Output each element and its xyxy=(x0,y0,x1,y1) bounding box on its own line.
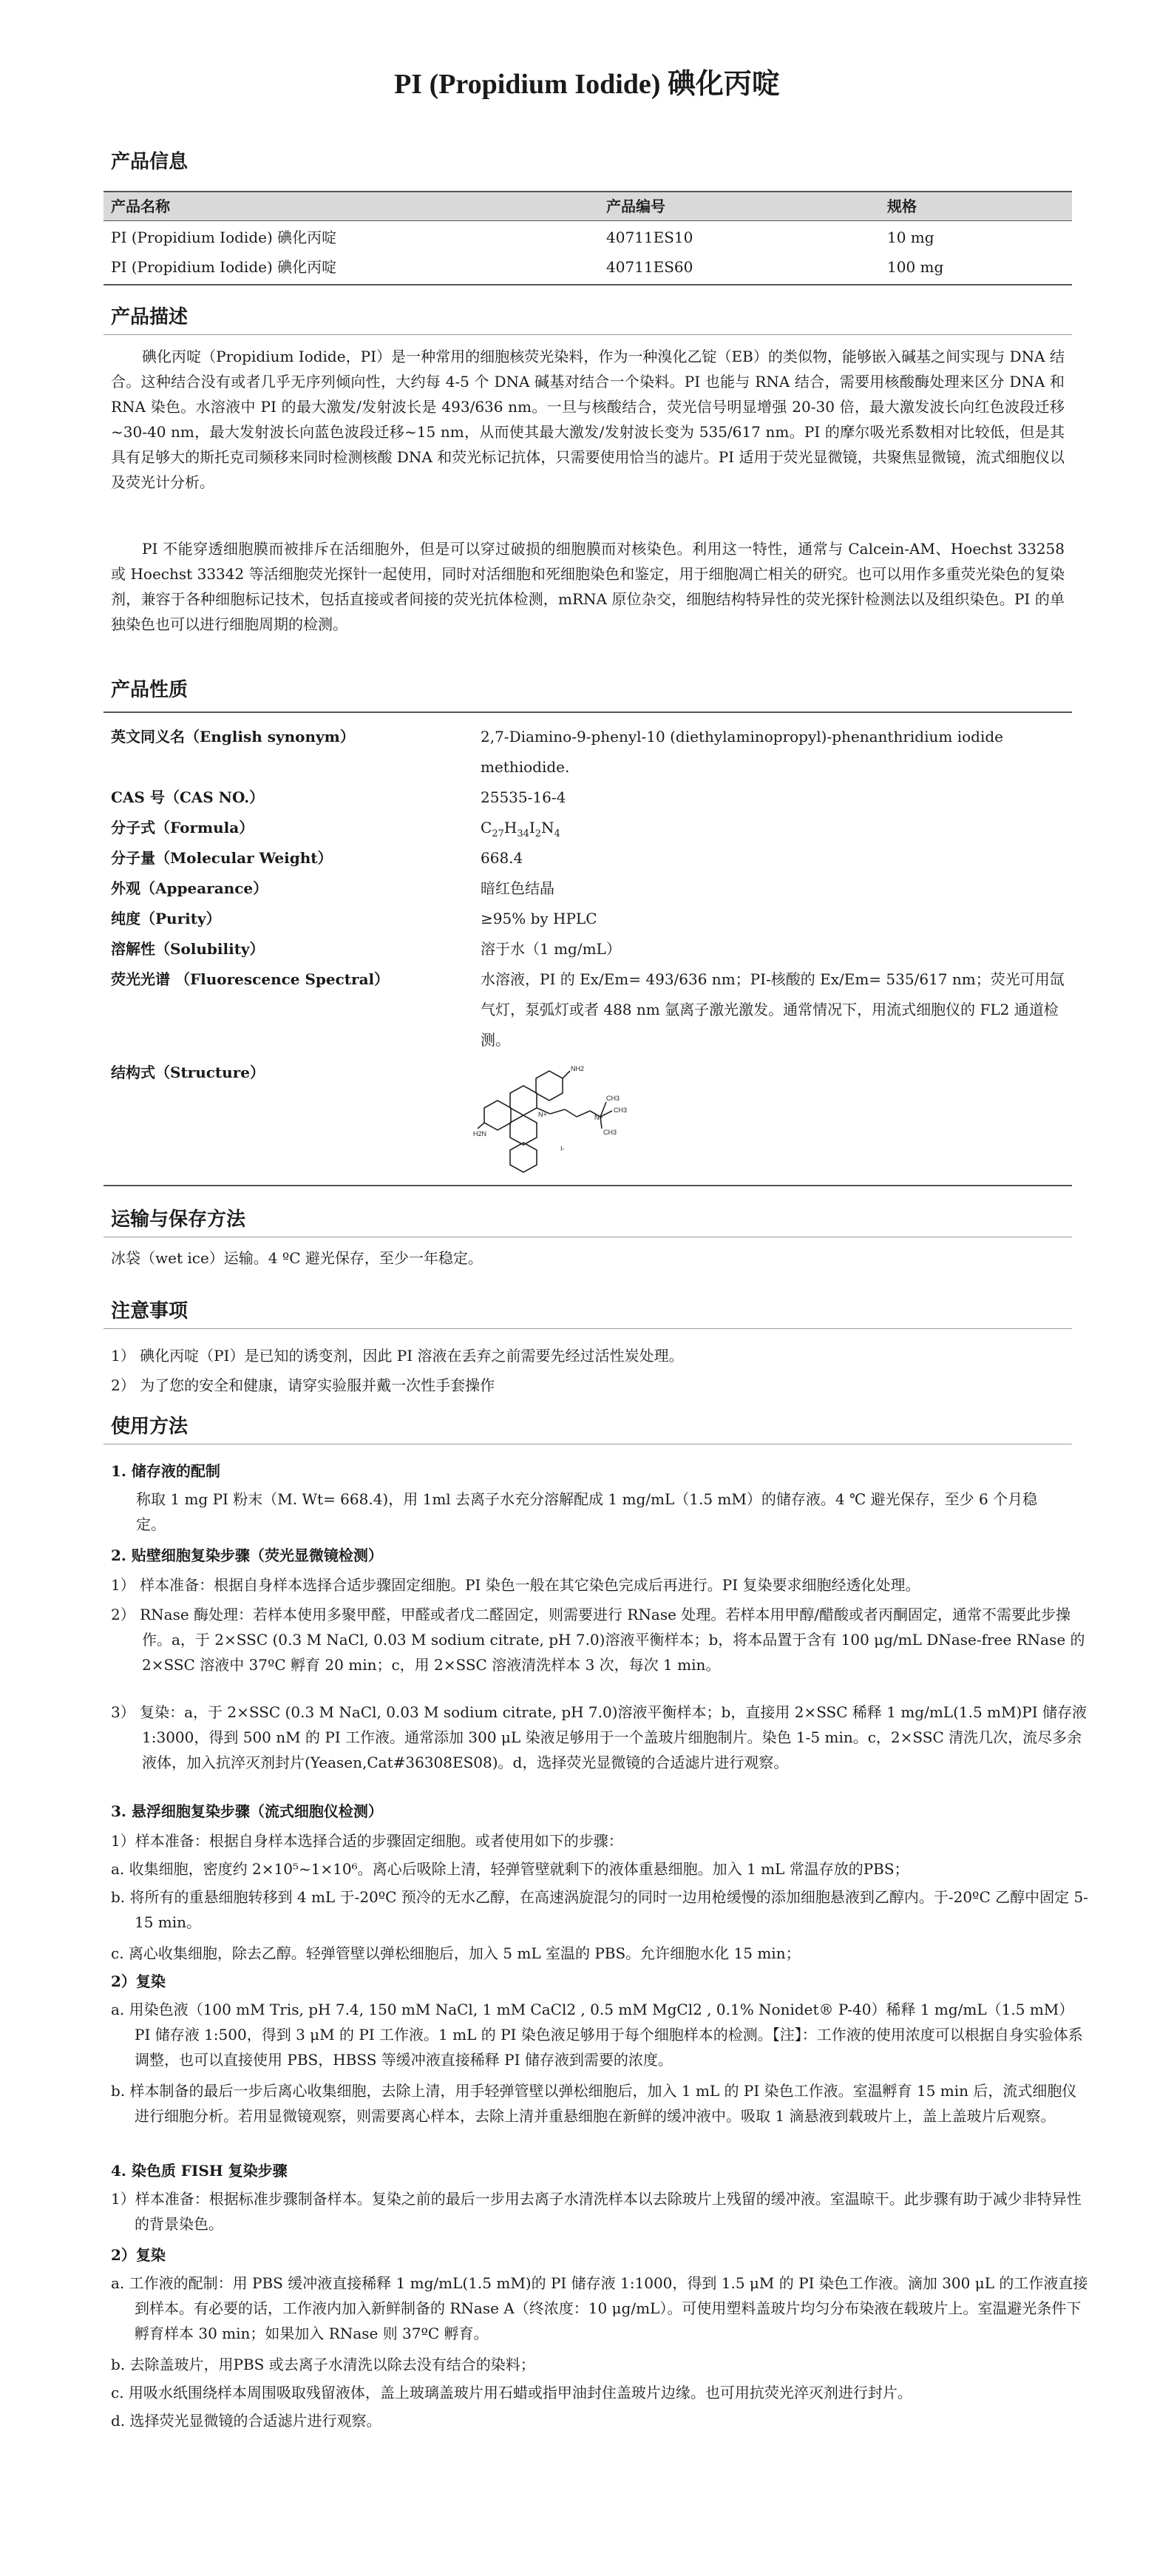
property-value-formula: $C_{27}H_{34}I_2N_4$ xyxy=(481,819,560,839)
property-row xyxy=(111,722,1072,782)
cell-code: 40711ES10 xyxy=(606,229,693,246)
col-product-name: 产品名称 xyxy=(111,197,170,215)
property-key: 结构式（Structure） xyxy=(111,1064,265,1081)
col-spec: 规格 xyxy=(887,197,917,215)
property-value: 暗红色结晶 xyxy=(481,879,554,897)
ch3-label-3: CH3 xyxy=(603,1129,617,1136)
section-divider xyxy=(104,1328,1072,1329)
property-key: 英文同义名（English synonym） xyxy=(111,728,355,746)
property-value: 668.4 xyxy=(481,849,523,867)
step-2-item-1: 1） 样本准备：根据自身样本选择合适步骤固定细胞。PI 染色一般在其它染色完成后再进行。PI 复染要求细胞经透化处理。 xyxy=(111,1576,920,1594)
n-plus-label: N+ xyxy=(538,1111,547,1118)
note-item-2: 2） 为了您的安全和健康，请穿实验服并戴一次性手套操作 xyxy=(111,1376,495,1394)
step-1-text: 称取 1 mg PI 粉末（M. Wt= 668.4)，用 1ml 去离子水充分溶解配成 1 mg/mL（1.5 mM）的储存液。4 ℃ 避光保存，至少 6 个月稳定。 xyxy=(136,1490,1038,1533)
step-3-item-1: 1）样本准备：根据自身样本选择合适的步骤固定细胞。或者使用如下的步骤： xyxy=(111,1832,623,1850)
step-1-title: 1. 储存液的配制 xyxy=(111,1462,220,1480)
usage-heading: 使用方法 xyxy=(111,1416,189,1438)
properties-top-rule xyxy=(104,711,1072,713)
property-key: 分子式（Formula） xyxy=(111,819,254,836)
table-header-rule xyxy=(104,220,1072,221)
notes-heading: 注意事项 xyxy=(111,1300,189,1322)
step-4-item-a: a. 工作液的配制：用 PBS 缓冲液直接稀释 1 mg/mL(1.5 mM)的 PI 储存液 1:1000，得到 1.5 μM 的 PI 染色工作液。滴加 300 μL 的工作液直接到样本。有必要的话，工作液内加入新鲜制备的 RNase A（终浓度：10 μg/mL）。可使用塑料盖玻片均匀分布染液在载玻片上。室温避光条件下孵育样本 30 min；如果加入 RNase 则 37ºC 孵育。 xyxy=(111,2274,1088,2342)
step-2-title: 2. 贴壁细胞复染步骤（荧光显微镜检测） xyxy=(111,1546,383,1564)
step-4-item-c: c. 用吸水纸围绕样本周围吸取残留液体，盖上玻璃盖玻片用石蜡或指甲油封住盖玻片边缘。也可用抗荧光淬灭剂进行封片。 xyxy=(111,2384,912,2401)
n-plus-2-label: N+ xyxy=(594,1114,603,1121)
note-item-1: 1） 碘化丙啶（PI）是已知的诱变剂，因此 PI 溶液在丢弃之前需要先经过活性炭处理。 xyxy=(111,1347,684,1365)
property-key: 外观（Appearance） xyxy=(111,879,268,897)
product-info-heading: 产品信息 xyxy=(111,151,189,173)
property-key: 纯度（Purity） xyxy=(111,910,221,927)
property-value: ≥95% by HPLC xyxy=(481,910,597,927)
table-bottom-rule xyxy=(104,284,1072,285)
ch3-label-2: CH3 xyxy=(614,1106,628,1114)
storage-text: 冰袋（wet ice）运输。4 ºC 避光保存，至少一年稳定。 xyxy=(111,1249,483,1267)
description-heading: 产品描述 xyxy=(111,306,189,328)
cell-name: PI (Propidium Iodide) 碘化丙啶 xyxy=(111,229,337,246)
step-3-item-a: a. 收集细胞，密度约 2×10⁵~1×10⁶。离心后吸除上清，轻弹管壁就剩下的液体重悬细胞。加入 1 mL 常温存放的PBS； xyxy=(111,1860,909,1878)
property-value: 水溶液，PI 的 Ex/Em= 493/636 nm；PI-核酸的 Ex/Em= 535/617 nm；荧光可用氙气灯，泵弧灯或者 488 nm 氩离子激光激发。通常情况下，用流式细胞仪的 FL2 通道检测。 xyxy=(481,970,1065,1049)
property-value: 25535-16-4 xyxy=(481,788,566,806)
step-2-item-2: 2） RNase 酶处理：若样本使用多聚甲醛，甲醛或者戊二醛固定，则需要进行 RNase 处理。若样本用甲醇/醋酸或者丙酮固定，通常不需要此步操作。a，于 2×SSC (0.3 M NaCl, 0.03 M sodium citrate, pH 7.0)溶液平衡样本；b，将本品置于含有 100 μg/mL DNase-free RNase 的 2×SSC 溶液中 37ºC 孵育 20 min；c，用 2×SSC 溶液清洗样本 3 次，每次 1 min。 xyxy=(111,1606,1085,1674)
table-row xyxy=(111,223,1072,251)
nh2-top-label: NH2 xyxy=(571,1065,585,1072)
cell-spec: 100 mg xyxy=(887,258,944,276)
step-2-item-3: 3） 复染：a，于 2×SSC (0.3 M NaCl, 0.03 M sodium citrate, pH 7.0)溶液平衡样本；b，直接用 2×SSC 稀释 1 mg/mL(1.5 mM)PI 储存液 1:3000，得到 500 nM 的 PI 工作液。通常添加 300 μL 染液足够用于一个盖玻片细胞制片。染色 1-5 min。c，2×SSC 清洗几次，流尽多余液体，加入抗淬灭剂封片(Yeasen,Cat#36308ES08)。d，选择荧光显微镜的合适滤片进行观察。 xyxy=(111,1703,1088,1771)
description-para-1: 碘化丙啶（Propidium Iodide，PI）是一种常用的细胞核荧光染料，作为一种溴化乙锭（EB）的类似物，能够嵌入碱基之间实现与 DNA 结合。这种结合没有或者几乎无序列倾向性，大约每 4-5 个 DNA 碱基对结合一个染料。PI 也能与 RNA 结合，需要用核酸酶处理来区分 DNA 和 RNA 染色。水溶液中 PI 的最大激发/发射波长是 493/636 nm。一旦与核酸结合，荧光信号明显增强 20-30 倍，最大激发波长向红色波段迁移~30-40 nm，最大发射波长向蓝色波段迁移~15 nm，从而使其最大激发/发射波长变为 535/617 nm。PI 的摩尔吸光系数相对比较低，但是其具有足够大的斯托克司频移来同时检测核酸 DNA 和荧光标记抗体，只需要使用恰当的滤片。PI 适用于荧光显微镜，共聚焦显微镜，流式细胞仪以及荧光计分析。 xyxy=(111,348,1065,491)
description-para-2: PI 不能穿透细胞膜而被排斥在活细胞外，但是可以穿过破损的细胞膜而对核染色。利用这一特性，通常与 Calcein-AM、Hoechst 33258 或 Hoechst 33342 等活细胞荧光探针一起使用，同时对活细胞和死细胞染色和鉴定，用于细胞凋亡相关的研究。也可以用作多重荧光染色的复染剂，兼容于各种细胞标记技术，包括直接或者间接的荧光抗体检测，mRNA 原位杂交，细胞结构特异性的荧光探针检测法以及组织染色。PI 的单独染色也可以进行细胞周期的检测。 xyxy=(111,540,1065,633)
property-key: 分子量（Molecular Weight） xyxy=(111,849,333,867)
table-row xyxy=(111,253,1072,281)
step-4-item-1: 1）样本准备：根据标准步骤制备样本。复染之前的最后一步用去离子水清洗样本以去除玻片上残留的缓冲液。室温晾干。此步骤有助于减少非特异性的背景染色。 xyxy=(111,2190,1082,2233)
step-4-item-d: d. 选择荧光显微镜的合适滤片进行观察。 xyxy=(111,2412,381,2430)
step-3-item-2: 2）复染 xyxy=(111,1972,166,1990)
property-key: CAS 号（CAS NO.） xyxy=(111,788,265,806)
step-4-item-b: b. 去除盖玻片，用PBS 或去离子水清洗以除去没有结合的染料； xyxy=(111,2356,535,2373)
storage-heading: 运输与保存方法 xyxy=(111,1208,246,1231)
step-4-title: 4. 染色质 FISH 复染步骤 xyxy=(111,2162,288,2180)
product-table-header xyxy=(104,192,1072,220)
structure-diagram xyxy=(473,1058,665,1183)
step-3-item-b: b. 将所有的重悬细胞转移到 4 mL 于-20ºC 预冷的无水乙醇，在高速涡旋混匀的同时一边用枪缓慢的添加细胞悬液到乙醇内。于-20ºC 乙醇中固定 5-15 min。 xyxy=(111,1888,1088,1931)
cell-spec: 10 mg xyxy=(887,229,934,246)
cell-name: PI (Propidium Iodide) 碘化丙啶 xyxy=(111,258,337,276)
property-key: 溶解性（Solubility） xyxy=(111,940,265,958)
cell-code: 40711ES60 xyxy=(606,258,693,276)
properties-heading: 产品性质 xyxy=(111,679,189,701)
nh2-left-label: H2N xyxy=(473,1130,487,1137)
document-title: PI (Propidium Iodide) 碘化丙啶 xyxy=(394,69,780,100)
properties-bottom-rule xyxy=(104,1185,1072,1186)
step-4-item-2: 2）复染 xyxy=(111,2246,166,2264)
ch3-label-1: CH3 xyxy=(606,1095,620,1102)
section-divider xyxy=(104,334,1072,335)
property-key: 荧光光谱 （Fluorescence Spectral） xyxy=(111,970,390,988)
step-3-item-c: c. 离心收集细胞，除去乙醇。轻弹管壁以弹松细胞后，加入 5 mL 室温的 PBS。允许细胞水化 15 min； xyxy=(111,1944,801,1962)
step-3-title: 3. 悬浮细胞复染步骤（流式细胞仪检测） xyxy=(111,1802,383,1820)
col-product-code: 产品编号 xyxy=(606,197,665,215)
property-value: 2,7-Diamino-9-phenyl-10 (diethylaminopropyl)-phenanthridium iodide methiodide. xyxy=(481,728,1003,776)
property-value: 溶于水（1 mg/mL） xyxy=(481,940,621,958)
step-3-item-2a: a. 用染色液（100 mM Tris, pH 7.4, 150 mM NaCl, 1 mM CaCl2 , 0.5 mM MgCl2 , 0.1% Nonidet® P-40）稀释 1 mg/mL（1.5 mM）PI 储存液 1:500，得到 3 μM 的 PI 工作液。1 mL 的 PI 染色液足够用于每个细胞样本的检测。【注】：工作液的使用浓度可以根据自身实验体系调整，也可以直接使用 PBS，HBSS 等缓冲液直接稀释 PI 储存液到需要的浓度。 xyxy=(111,2001,1083,2069)
step-3-item-2b: b. 样本制备的最后一步后离心收集细胞，去除上清，用手轻弹管壁以弹松细胞后，加入 1 mL 的 PI 染色工作液。室温孵育 15 min 后，流式细胞仪进行细胞分析。若用显微镜观察，则需要离心样本，去除上清并重悬细胞在新鲜的缓冲液中。吸取 1 滴悬液到载玻片上，盖上盖玻片后观察。 xyxy=(111,2082,1077,2125)
iodide-label: I- xyxy=(560,1145,565,1152)
